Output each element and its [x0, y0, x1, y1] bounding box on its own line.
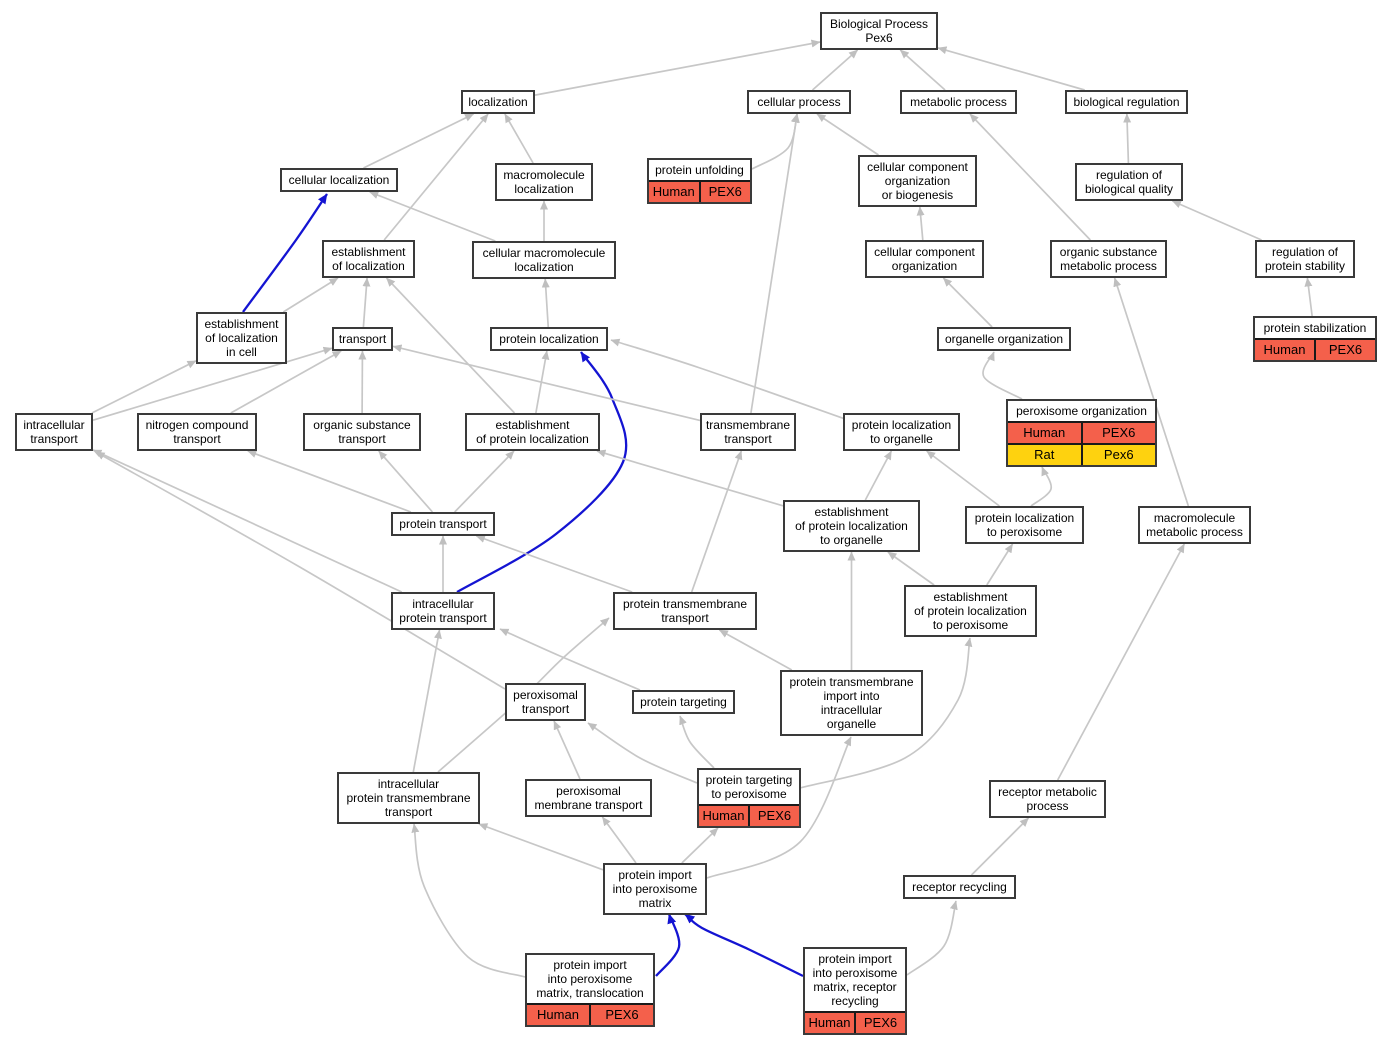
annotation-row-human [1008, 421, 1155, 443]
go-node-metabolic-process[interactable] [900, 90, 1017, 114]
go-node-label-line: transport [173, 432, 221, 446]
go-node-transport[interactable] [332, 327, 393, 351]
edge-protein-import-into-peroxisome-matrix-to-protein-targeting-to-peroxisome-is-a [682, 828, 718, 863]
go-node-label [782, 672, 921, 734]
go-node-label-line: to peroxisome [711, 787, 787, 801]
go-node-macromolecule-localization[interactable] [495, 163, 593, 201]
edge-protein-import-into-peroxisome-matrix-translocation-to-intracellular-protein-transmembrane-transport-is-a [414, 824, 525, 977]
edge-protein-import-into-peroxisome-matrix-translocation-to-protein-import-into-peroxisome-matrix-part-of [656, 914, 679, 976]
go-node-label-line: protein targeting [640, 695, 727, 709]
edge-protein-import-into-peroxisome-matrix-to-peroxisomal-membrane-transport-is-a [602, 817, 636, 863]
go-node-label [334, 329, 391, 349]
edge-intracellular-protein-transmembrane-transport-to-intracellular-protein-transport-is-a [413, 630, 439, 772]
annotation-organism[interactable]: Rat [1034, 447, 1055, 462]
go-node-organic-substance-transport[interactable] [303, 413, 421, 451]
go-node-label-line: or biogenesis [881, 188, 954, 202]
go-node-label-line: to peroxisome [986, 525, 1063, 539]
edge-localization-to-biological-process-pex6-is-a [535, 42, 820, 95]
edge-establishment-of-protein-localization-to-organelle-to-protein-localization-to-organelle-is-a [865, 451, 891, 500]
go-node-label-line: to organelle [870, 432, 933, 446]
go-node-label-line: protein stability [1264, 259, 1346, 273]
go-node-protein-import-into-peroxisome-matrix-receptor-recycling[interactable] [803, 947, 907, 1035]
go-node-label [822, 14, 936, 48]
edge-regulation-of-protein-stability-to-regulation-of-biological-quality-is-a [1172, 201, 1261, 240]
annotation-gene[interactable]: PEX6 [1314, 340, 1375, 360]
go-node-label-line: protein import [553, 958, 627, 972]
edge-protein-transmembrane-transport-to-transmembrane-transport-is-a [692, 451, 742, 592]
go-node-label-line: matrix, translocation [536, 986, 644, 1000]
go-node-establishment-of-localization[interactable] [322, 240, 415, 278]
go-node-label-line: of protein localization [795, 519, 908, 533]
go-node-establishment-of-protein-localization-to-peroxisome[interactable] [904, 585, 1037, 637]
edge-establishment-of-protein-localization-to-peroxisome-to-establishment-of-protein-localization-to-organelle-is-a [888, 552, 934, 585]
annotation-organism[interactable]: Human [537, 1007, 579, 1022]
go-node-label-line: transport [521, 702, 570, 716]
go-node-label [845, 415, 958, 449]
go-node-label-line: establishment [495, 418, 570, 432]
go-node-protein-targeting-to-peroxisome[interactable] [697, 768, 801, 828]
edge-protein-targeting-to-peroxisome-to-peroxisomal-transport-is-a [588, 723, 697, 783]
edge-protein-import-into-peroxisome-matrix-receptor-recycling-to-protein-import-into-peroxisome-matrix-part-of [685, 914, 803, 976]
annotation-gene[interactable]: Pex6 [1081, 445, 1156, 465]
edge-metabolic-process-to-biological-process-pex6-is-a [900, 50, 945, 90]
go-node-label [393, 594, 493, 628]
annotation-organism[interactable]: Human [1023, 425, 1066, 440]
go-node-label [906, 587, 1035, 635]
annotation-gene[interactable]: PEX6 [748, 806, 799, 826]
go-node-protein-transmembrane-import-into-intracellular-organelle[interactable] [780, 670, 923, 736]
go-node-label-line: biological quality [1084, 182, 1174, 196]
go-node-label-line: to organelle [820, 533, 883, 547]
go-node-label-line: transport [30, 432, 78, 446]
go-node-label [991, 782, 1104, 816]
go-node-label [615, 594, 755, 628]
go-node-intracellular-protein-transport[interactable] [391, 592, 495, 630]
go-node-label-line: cellular macromolecule [482, 246, 606, 260]
go-node-label [527, 781, 650, 815]
edge-regulation-of-biological-quality-to-biological-regulation-is-a [1127, 114, 1129, 163]
go-node-intracellular-transport[interactable] [15, 413, 93, 451]
go-node-biological-regulation[interactable] [1065, 90, 1188, 114]
edge-receptor-metabolic-process-to-macromolecule-metabolic-process-is-a [1058, 544, 1185, 780]
go-node-localization[interactable] [461, 90, 535, 114]
go-node-label [17, 415, 91, 449]
edge-organic-substance-metabolic-process-to-metabolic-process-is-a [970, 114, 1090, 240]
edge-peroxisomal-membrane-transport-to-peroxisomal-transport-is-a [554, 721, 580, 779]
go-node-label-line: transport [724, 432, 772, 446]
edge-protein-import-into-peroxisome-matrix-to-intracellular-protein-transmembrane-transport-is-a [479, 824, 603, 870]
edge-establishment-of-protein-localization-to-organelle-to-establishment-of-protein-localization-is-a [597, 451, 783, 506]
go-node-label [139, 415, 255, 449]
go-node-protein-localization-to-peroxisome[interactable] [965, 506, 1084, 544]
go-node-label-line: nitrogen compound [145, 418, 249, 432]
go-node-label-line: protein localization [499, 332, 599, 346]
go-node-protein-transport[interactable] [391, 512, 495, 536]
annotation-organism[interactable]: Human [1263, 342, 1306, 357]
edge-biological-regulation-to-biological-process-pex6-is-a [938, 48, 1085, 90]
annotation-row-human [805, 1011, 905, 1033]
go-node-label [305, 415, 419, 449]
go-node-label-line: macromolecule [1153, 511, 1236, 525]
go-node-protein-localization[interactable] [490, 327, 608, 351]
go-node-label-line: protein transmembrane [346, 791, 471, 805]
go-node-label-line: receptor metabolic [998, 785, 1097, 799]
go-node-receptor-metabolic-process[interactable] [989, 780, 1106, 818]
go-node-establishment-of-protein-localization[interactable] [465, 413, 600, 451]
edge-receptor-recycling-to-receptor-metabolic-process-is-a [972, 818, 1029, 875]
edge-intracellular-protein-transport-to-protein-localization-part-of [457, 352, 626, 592]
go-node-label-line: membrane transport [534, 798, 643, 812]
go-node-label-line: establishment [204, 317, 279, 331]
go-node-label [339, 774, 478, 822]
go-node-cellular-macromolecule-localization[interactable] [472, 241, 616, 279]
go-node-label-line: cellular component [867, 160, 968, 174]
go-node-label-line: metabolic process [1146, 525, 1243, 539]
go-node-cellular-component-organization[interactable] [865, 240, 984, 278]
go-node-label-line: protein targeting [705, 773, 793, 787]
go-node-label [198, 314, 285, 362]
go-node-organic-substance-metabolic-process[interactable] [1050, 240, 1167, 278]
go-node-label [634, 692, 733, 712]
go-node-label-line: localization [468, 95, 528, 109]
go-node-label-line: peroxisome organization [1016, 404, 1147, 418]
annotation-gene[interactable]: PEX6 [854, 1013, 905, 1033]
go-node-label-line: in cell [226, 345, 257, 359]
go-node-label-line: macromolecule [503, 168, 585, 182]
go-node-label-line: cellular process [757, 95, 841, 109]
edge-protein-localization-to-peroxisome-to-peroxisome-organization-is-a [1031, 467, 1051, 506]
go-node-protein-transmembrane-transport[interactable] [613, 592, 757, 630]
go-node-label-line: cellular localization [288, 173, 390, 187]
annotation-row-human [1255, 338, 1375, 360]
go-node-label-line: Biological Process [829, 17, 929, 31]
edge-cellular-localization-to-localization-is-a [363, 114, 473, 168]
go-node-label [867, 242, 982, 276]
go-node-label-line: recycling [831, 994, 879, 1008]
go-node-label [527, 955, 653, 1003]
go-node-label [1052, 242, 1165, 276]
go-node-label-line: protein transport [399, 611, 487, 625]
annotation-gene[interactable]: PEX6 [699, 182, 751, 202]
go-node-label-line: into peroxisome [547, 972, 633, 986]
go-node-label [902, 92, 1015, 112]
go-node-peroxisomal-membrane-transport[interactable] [525, 779, 652, 817]
go-node-label [967, 508, 1082, 542]
go-node-label-line: localization [514, 182, 574, 196]
go-node-label [702, 415, 794, 449]
go-node-macromolecule-metabolic-process[interactable] [1138, 506, 1251, 544]
edge-macromolecule-localization-to-localization-is-a [505, 114, 533, 163]
go-node-label-line: transport [661, 611, 709, 625]
go-node-label-line: protein import [818, 952, 892, 966]
annotation-gene[interactable]: PEX6 [1081, 423, 1156, 443]
go-node-label [393, 514, 493, 534]
go-node-label-line: protein import [618, 868, 692, 882]
go-node-label [605, 865, 705, 913]
go-node-label-line: regulation of [1095, 168, 1163, 182]
go-node-label-line: organelle organization [944, 332, 1064, 346]
go-node-label-line: protein transport [399, 517, 487, 531]
go-node-transmembrane-transport[interactable] [700, 413, 796, 451]
edge-cellular-process-to-biological-process-pex6-is-a [813, 50, 858, 90]
edge-establishment-of-localization-in-cell-to-establishment-of-localization-is-a [283, 278, 338, 312]
go-node-establishment-of-protein-localization-to-organelle[interactable] [783, 500, 920, 552]
go-node-receptor-recycling[interactable] [903, 875, 1016, 899]
go-node-label-line: establishment [331, 245, 406, 259]
go-node-label-line: transmembrane [705, 418, 791, 432]
go-node-label-line: intracellular [377, 777, 440, 791]
go-node-label-line: regulation of [1271, 245, 1339, 259]
go-node-label [1255, 318, 1375, 338]
go-node-cellular-localization[interactable] [280, 168, 398, 192]
go-node-label [785, 502, 918, 550]
go-node-label [467, 415, 598, 449]
go-node-label-line: peroxisomal [556, 784, 621, 798]
go-node-protein-import-into-peroxisome-matrix[interactable] [603, 863, 707, 915]
go-node-label-line: process [1026, 799, 1069, 813]
edge-protein-targeting-to-peroxisome-to-protein-targeting-is-a [680, 716, 714, 768]
go-node-label-line: into peroxisome [812, 966, 898, 980]
go-node-cellular-process[interactable] [747, 90, 851, 114]
go-node-regulation-of-biological-quality[interactable] [1075, 163, 1183, 201]
go-node-label-line: protein localization [974, 511, 1075, 525]
go-node-label [1140, 508, 1249, 542]
go-node-label [507, 685, 584, 719]
go-node-label [474, 243, 614, 277]
go-node-label-line: of protein localization [476, 432, 589, 446]
go-node-label-line: establishment [933, 590, 1008, 604]
annotation-organism[interactable]: Human [652, 184, 695, 199]
go-node-label [463, 92, 533, 112]
go-node-label-line: intracellular [412, 597, 474, 611]
go-node-label [699, 770, 799, 804]
go-node-label [1008, 401, 1155, 421]
go-node-label [1067, 92, 1186, 112]
go-node-label-line: protein transmembrane [789, 675, 914, 689]
edge-protein-transport-to-establishment-of-protein-localization-is-a [455, 451, 514, 512]
go-node-cellular-component-organization-or-biogenesis[interactable] [858, 155, 977, 207]
go-node-nitrogen-compound-transport[interactable] [137, 413, 257, 451]
annotation-row-rat [1008, 443, 1155, 465]
edge-organelle-organization-to-cellular-component-organization-is-a [943, 278, 992, 327]
go-node-label-line: establishment [814, 505, 889, 519]
go-node-peroxisomal-transport[interactable] [505, 683, 586, 721]
go-node-label-line: transport [338, 432, 386, 446]
go-node-label-line: localization [514, 260, 574, 274]
go-node-label-line: import into [823, 689, 880, 703]
annotation-organism[interactable]: Human [808, 1015, 851, 1030]
go-node-label-line: protein stabilization [1263, 321, 1367, 335]
go-node-label-line: of protein localization [914, 604, 1027, 618]
go-node-organelle-organization[interactable] [937, 327, 1071, 351]
edge-protein-transmembrane-import-into-intracellular-organelle-to-protein-transmembrane-transport-is-a [719, 630, 791, 670]
go-node-label-line: matrix, receptor [813, 980, 897, 994]
edge-establishment-of-protein-localization-to-peroxisome-to-protein-localization-to-peroxisome-is-a [987, 544, 1013, 585]
edge-cellular-component-organization-to-cellular-component-organization-or-biogenesis-is-a [920, 207, 923, 240]
go-node-label-line: protein localization [851, 418, 952, 432]
go-node-label-line: protein unfolding [655, 163, 744, 177]
go-node-peroxisome-organization[interactable] [1006, 399, 1157, 467]
go-node-label [324, 242, 413, 276]
edge-macromolecule-metabolic-process-to-organic-substance-metabolic-process-is-a [1115, 278, 1189, 506]
go-node-label-line: matrix [638, 896, 672, 910]
edge-establishment-of-localization-in-cell-to-cellular-localization-part-of [243, 194, 327, 312]
go-node-label-line: cellular component [874, 245, 975, 259]
annotation-row-human [699, 804, 799, 826]
go-node-protein-import-into-peroxisome-matrix-translocation[interactable] [525, 953, 655, 1027]
go-node-protein-unfolding[interactable] [647, 158, 752, 204]
go-node-label [939, 329, 1069, 349]
annotation-row-human [527, 1003, 653, 1025]
go-node-regulation-of-protein-stability[interactable] [1255, 240, 1355, 278]
go-node-label-line: organic substance [1059, 245, 1158, 259]
edge-protein-localization-to-peroxisome-to-protein-localization-to-organelle-is-a [927, 451, 1000, 506]
go-node-label [497, 165, 591, 199]
go-node-label [860, 157, 975, 205]
go-node-label [749, 92, 849, 112]
edge-protein-stabilization-to-regulation-of-protein-stability-is-a [1307, 278, 1312, 316]
go-node-protein-stabilization[interactable] [1253, 316, 1377, 362]
go-node-label-line: organization [884, 174, 951, 188]
edge-intracellular-protein-transport-to-intracellular-transport-is-a [93, 450, 402, 592]
go-node-label-line: Pex6 [865, 31, 893, 45]
go-node-label [649, 160, 750, 180]
edge-protein-import-into-peroxisome-matrix-receptor-recycling-to-receptor-recycling-is-a [907, 901, 956, 975]
go-node-label-line: metabolic process [910, 95, 1007, 109]
go-node-label-line: organic substance [313, 418, 411, 432]
edge-protein-transmembrane-transport-to-protein-transport-is-a [476, 536, 632, 592]
edge-protein-localization-to-cellular-macromolecule-localization-is-a [545, 279, 548, 327]
go-node-label [905, 877, 1014, 897]
go-node-label-line: biological regulation [1073, 95, 1180, 109]
annotation-gene[interactable]: PEX6 [589, 1005, 653, 1025]
go-node-intracellular-protein-transmembrane-transport[interactable] [337, 772, 480, 824]
go-node-label [282, 170, 396, 190]
go-node-label-line: to peroxisome [932, 618, 1009, 632]
go-node-biological-process-pex6[interactable] [820, 12, 938, 50]
annotation-row-human [649, 180, 750, 202]
edge-protein-targeting-to-intracellular-protein-transport-is-a [500, 629, 640, 690]
go-node-label-line: transport [384, 805, 433, 819]
go-node-protein-targeting[interactable] [632, 690, 735, 714]
go-node-label-line: protein transmembrane [622, 597, 748, 611]
go-node-label-line: peroxisomal [513, 688, 578, 702]
go-node-label-line: of localization [332, 259, 405, 273]
go-node-label-line: intracellular [23, 418, 85, 432]
go-node-label [805, 949, 905, 1011]
go-node-label-line: intracellular [820, 703, 883, 717]
go-node-protein-localization-to-organelle[interactable] [843, 413, 960, 451]
go-node-label-line: into peroxisome [612, 882, 698, 896]
go-node-label [492, 329, 606, 349]
go-node-label-line: organization [891, 259, 958, 273]
go-node-label-line: of localization [205, 331, 278, 345]
go-node-label-line: transport [338, 332, 387, 346]
go-node-label [1257, 242, 1353, 276]
edge-peroxisome-organization-to-organelle-organization-is-a [983, 352, 1022, 399]
edge-cellular-component-organization-or-biogenesis-to-cellular-process-is-a [817, 114, 879, 155]
go-node-label [1077, 165, 1181, 199]
go-node-establishment-of-localization-in-cell[interactable] [196, 312, 287, 364]
go-node-label-line: organelle [826, 717, 877, 731]
go-node-label-line: metabolic process [1060, 259, 1157, 273]
annotation-organism[interactable]: Human [702, 808, 745, 823]
edge-transport-to-establishment-of-localization-is-a [363, 278, 367, 327]
go-node-label-line: receptor recycling [912, 880, 1007, 894]
